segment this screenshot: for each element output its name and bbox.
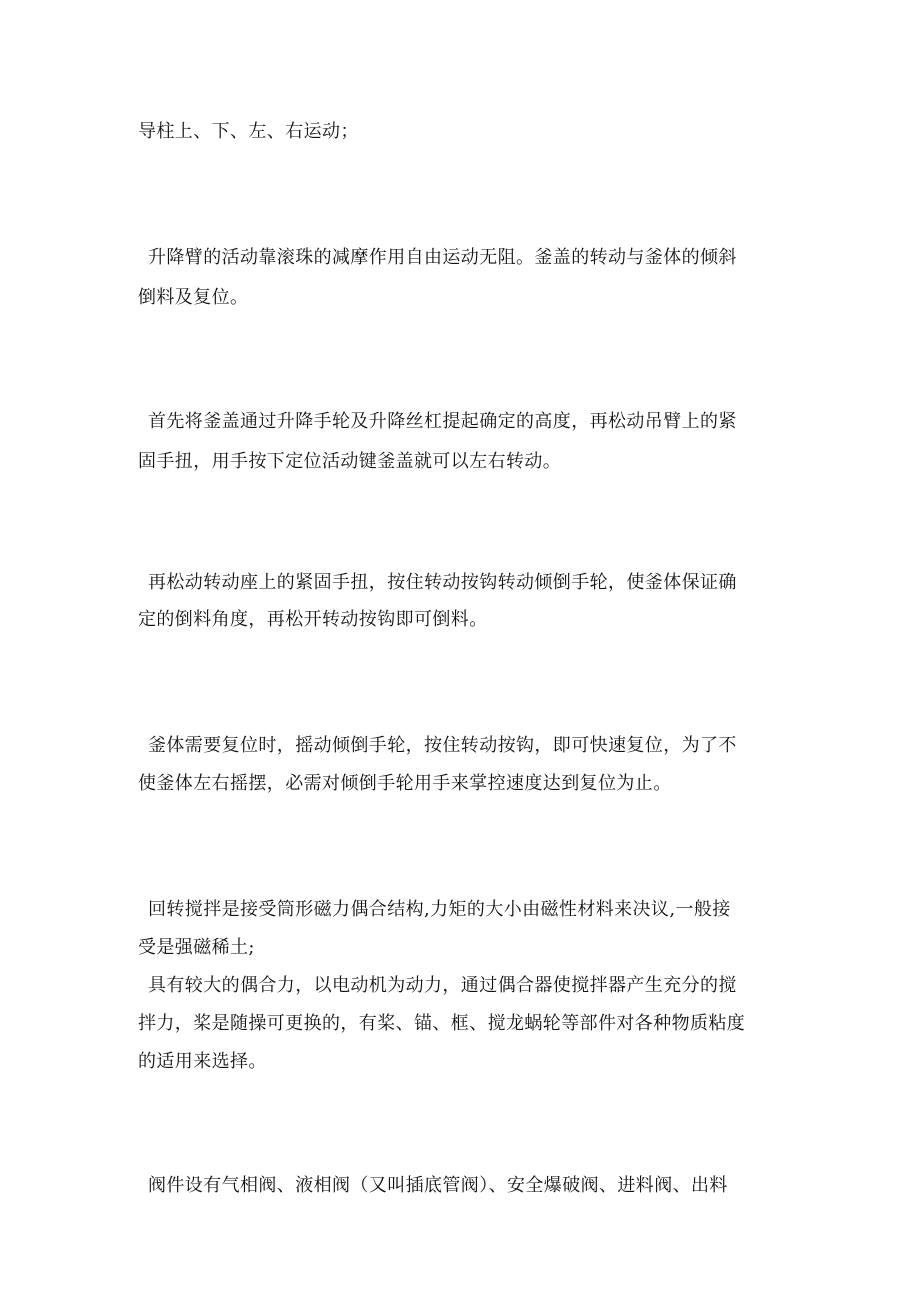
paragraph-4-line-1: 再松动转动座上的紧固手扭，按住转动按钩转动倾倒手轮，使釜体保证确 <box>148 572 737 593</box>
paragraph-3-line-1: 首先将釜盖通过升降手轮及升降丝杠提起确定的高度，再松动吊臂上的紧 <box>148 411 737 432</box>
paragraph-6-line-1: 回转搅拌是接受筒形磁力偶合结构,力矩的大小由磁性材料来决议,一般接 <box>148 899 731 920</box>
paragraph-4-line-2: 定的倒料角度，再松开转动按钩即可倒料。 <box>138 609 488 630</box>
paragraph-6-line-4: 拌力，桨是随操可更换的，有桨、锚、框、搅龙蜗轮等部件对各种物质粘度 <box>138 1013 746 1034</box>
paragraph-3-line-2: 固手扭，用手按下定位活动键釜盖就可以左右转动。 <box>138 451 562 472</box>
paragraph-7-line-1: 阀件设有气相阀、液相阀（又叫插底管阀）、安全爆破阀、进料阀、出料 <box>148 1175 728 1196</box>
paragraph-6-line-3: 具有较大的偶合力，以电动机为动力，通过偶合器使搅拌器产生充分的搅 <box>148 975 737 996</box>
paragraph-5-line-1: 釜体需要复位时，摇动倾倒手轮，按住转动按钩，即可快速复位，为了不 <box>148 735 737 756</box>
paragraph-6-line-5: 的适用来选择。 <box>138 1051 267 1072</box>
paragraph-2-line-1: 升降臂的活动靠滚珠的减摩作用自由运动无阻。釜盖的转动与釜体的倾斜 <box>148 247 737 268</box>
paragraph-1-line-1: 导柱上、下、左、右运动； <box>138 121 359 142</box>
paragraph-5-line-2: 使釜体左右摇摆，必需对倾倒手轮用手来掌控速度达到复位为止。 <box>138 773 672 794</box>
paragraph-6-line-2: 受是强磁稀土; <box>138 937 255 958</box>
paragraph-2-line-2: 倒料及复位。 <box>138 287 249 308</box>
